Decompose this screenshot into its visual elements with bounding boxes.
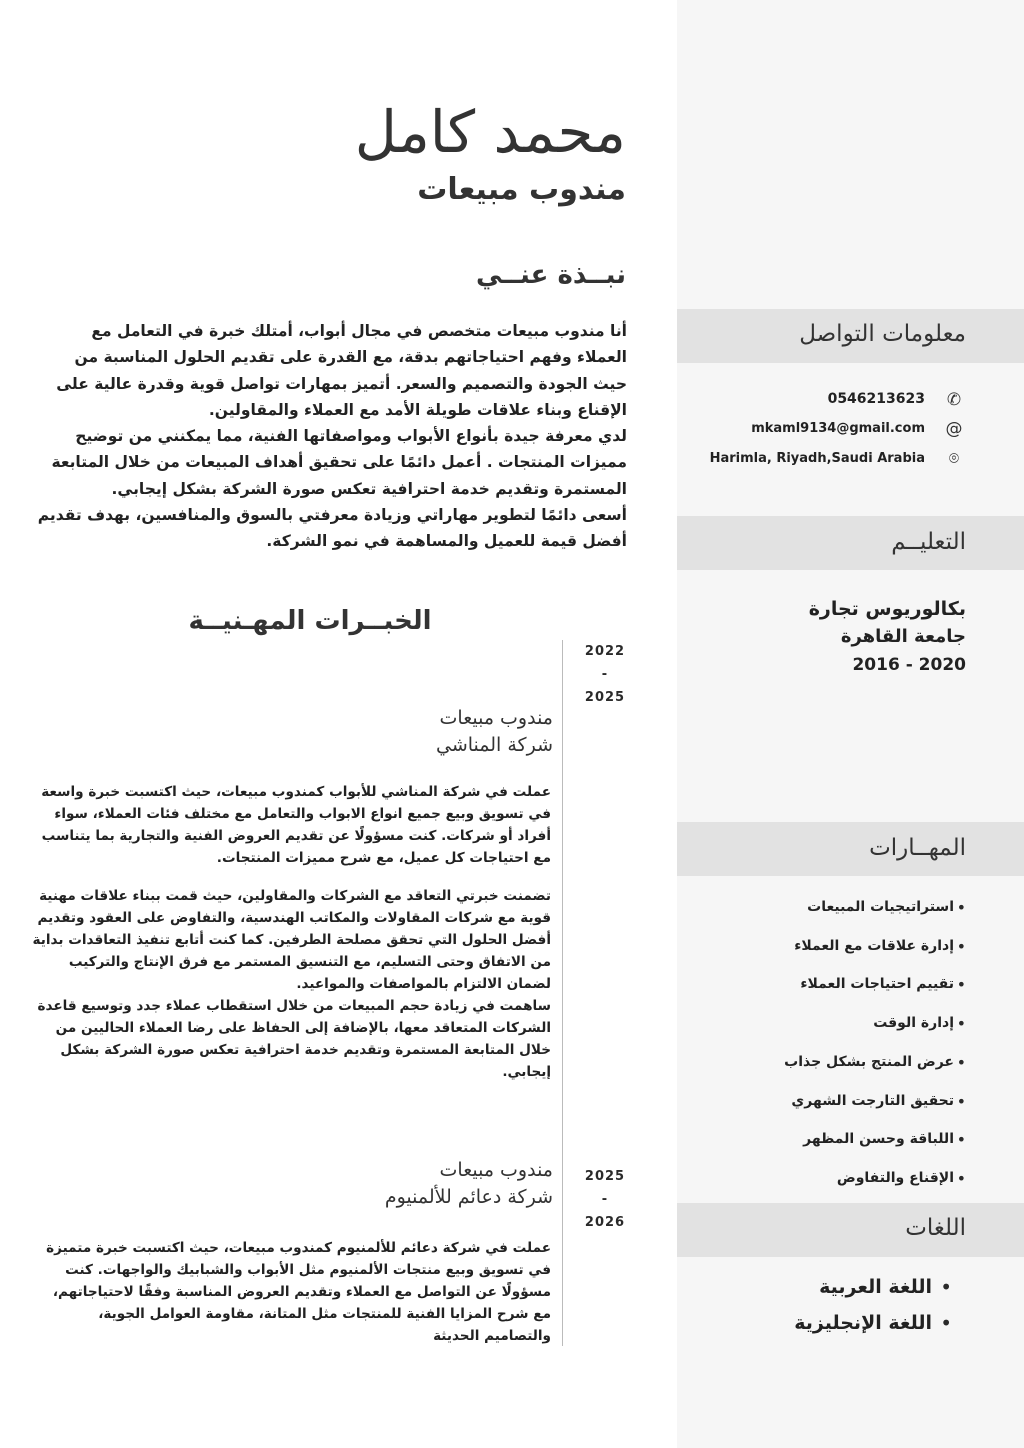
contact-heading: معلومات التواصل: [799, 321, 966, 347]
bullet-icon: •: [956, 1052, 966, 1072]
experience-heading: الخبــرات المهـنيــة: [188, 606, 432, 636]
bullet-icon: •: [956, 898, 966, 917]
skill-item: تحقيق التارجت الشهري: [791, 1092, 954, 1109]
skill-item: اللباقة وحسن المظهر: [803, 1131, 954, 1148]
about-heading: نبــذة عنــي: [475, 260, 626, 290]
person-name: محمد كامل: [354, 98, 626, 166]
date-end: 2025: [584, 690, 626, 705]
bullet-icon: •: [956, 1130, 966, 1150]
job-role: مندوب مبيعات: [439, 707, 553, 729]
job-dates: [580, 640, 630, 709]
skill-item: الإقناع والتفاوض: [836, 1169, 954, 1186]
job-title: مندوب مبيعات: [417, 172, 626, 207]
phone-icon: ✆: [946, 390, 962, 410]
about-text: أنا مندوب مبيعات متخصص في مجال أبواب، أمتلك خبرة في التعامل مع العملاء وفهم احتياجاتهم بدقة، مع القدرة على تقديم الحلول المناسبة من حيث الجودة والتصميم والسعر. أتميز بمهارات تواصل قوية وقدرة عالية على الإقناع وبناء علاقات طويلة الأمد مع العملاء والمقاولين. لدي معرفة جيدة بأنواع الأبواب ومواصفاتها الفنية، مما يمكنني من توضيح مميزات المنتجات . أعمل دائمًا على تحقيق أهداف المبيعات من خلال المتابعة المستمرة وتقديم خدمة احترافية تعكس صورة الشركة بشكل إيجابي. أسعى دائمًا لتطوير مهاراتي وزيادة معرفتي بالسوق والمنافسين، بهدف تقديم أفضل قيمة للعميل والمساهمة في نمو الشركة.: [37, 322, 627, 551]
languages-heading: اللغات: [905, 1215, 966, 1241]
job-description: تضمنت خبرتي التعاقد مع الشركات والمقاولين، حيث قمت ببناء علاقات مهنية قوية مع شركات المقاولات والمكاتب الهندسية، والتفاوض على العقود وتقديم أفضل الحلول التي تحقق مصلحة الطرفين. كما كنت أتابع تنفيذ التعاقدات بداية من الاتفاق وحتى التسليم، مع التنسيق المستمر مع فرق الإنتاج والتركيب لضمان الالتزام بالمواصفات والمواعيد. ساهمت في زيادة حجم المبيعات من خلال استقطاب عملاء جدد وتوسيع قاعدة الشركات المتعاقد معها، بالإضافة إلى الحفاظ على رضا العملاء الحاليين من خلال المتابعة المستمرة وتقديم خدمة احترافية تعكس صورة الشركة بشكل إيجابي.: [32, 888, 551, 1080]
skill-item: استراتيجيات المبيعات: [807, 899, 954, 915]
skill-item: إدارة الوقت: [873, 1015, 954, 1032]
skill-item: عرض المنتج بشكل جذاب: [784, 1053, 954, 1070]
bullet-icon: •: [956, 1168, 966, 1188]
job-dates: [580, 1165, 630, 1234]
timeline-line: [562, 640, 563, 1346]
address: Harimla, Riyadh,Saudi Arabia: [709, 451, 925, 466]
date-start: 2025: [584, 1169, 626, 1184]
skill-item: إدارة علاقات مع العملاء: [794, 937, 954, 954]
bullet-icon: •: [956, 936, 966, 956]
job-description: عملت في شركة دعائم للألمنيوم كمندوب مبيعات، حيث اكتسبت خبرة متميزة في تسويق وبيع منتجات الألمنيوم مثل الأبواب والشبابيك والواجهات. كنت مسؤولًا عن التواصل مع العملاء وتقديم العروض المناسبة وفقًا لاحتياجاتهم، مع شرح المزايا الفنية للمنتجات مثل المتانة، مقاومة العوامل الجوية، والتصاميم الحديثة: [46, 1240, 551, 1344]
education-band: [677, 516, 1024, 570]
bullet-icon: •: [940, 1275, 952, 1299]
skill-item: تقييم احتياجات العملاء: [800, 976, 954, 993]
email-address[interactable]: mkaml9134@gmail.com: [751, 421, 925, 436]
date-end: 2026: [584, 1215, 626, 1230]
language-item: اللغة الإنجليزية: [794, 1312, 932, 1334]
skills-band: [677, 822, 1024, 876]
degree: بكالوريوس تجارة: [808, 598, 966, 620]
education-heading: التعليــم: [891, 529, 966, 555]
job-role: مندوب مبيعات: [439, 1159, 553, 1181]
university: جامعة القاهرة: [840, 626, 966, 647]
phone-number[interactable]: 0546213623: [827, 391, 925, 407]
skills-heading: المهــارات: [869, 835, 966, 861]
languages-band: [677, 1203, 1024, 1257]
language-item: اللغة العربية: [819, 1276, 932, 1298]
date-start: 2022: [584, 644, 626, 659]
date-sep: -: [601, 667, 609, 682]
job-description: عملت في شركة المناشي للأبواب كمندوب مبيعات، حيث اكتسبت خبرة واسعة في تسويق وبيع جميع انواع الابواب والتعامل مع مختلف فئات العملاء، سواء أفراد أو شركات. كنت مسؤولًا عن تقديم العروض الفنية والتجارية بما يتناسب مع احتياجات كل عميل، مع شرح مميزات المنتجات.: [41, 784, 551, 866]
location-icon: ⌾: [948, 449, 960, 469]
job-company: شركة المناشي: [435, 734, 553, 756]
bullet-icon: •: [940, 1311, 952, 1335]
date-sep: -: [601, 1192, 609, 1207]
email-icon: @: [945, 419, 963, 439]
job-company: شركة دعائم للألمنيوم: [384, 1186, 553, 1208]
education-years: 2016 - 2020: [852, 655, 966, 675]
bullet-icon: •: [956, 975, 966, 995]
bullet-icon: •: [956, 1091, 966, 1111]
bullet-icon: •: [956, 1014, 966, 1034]
